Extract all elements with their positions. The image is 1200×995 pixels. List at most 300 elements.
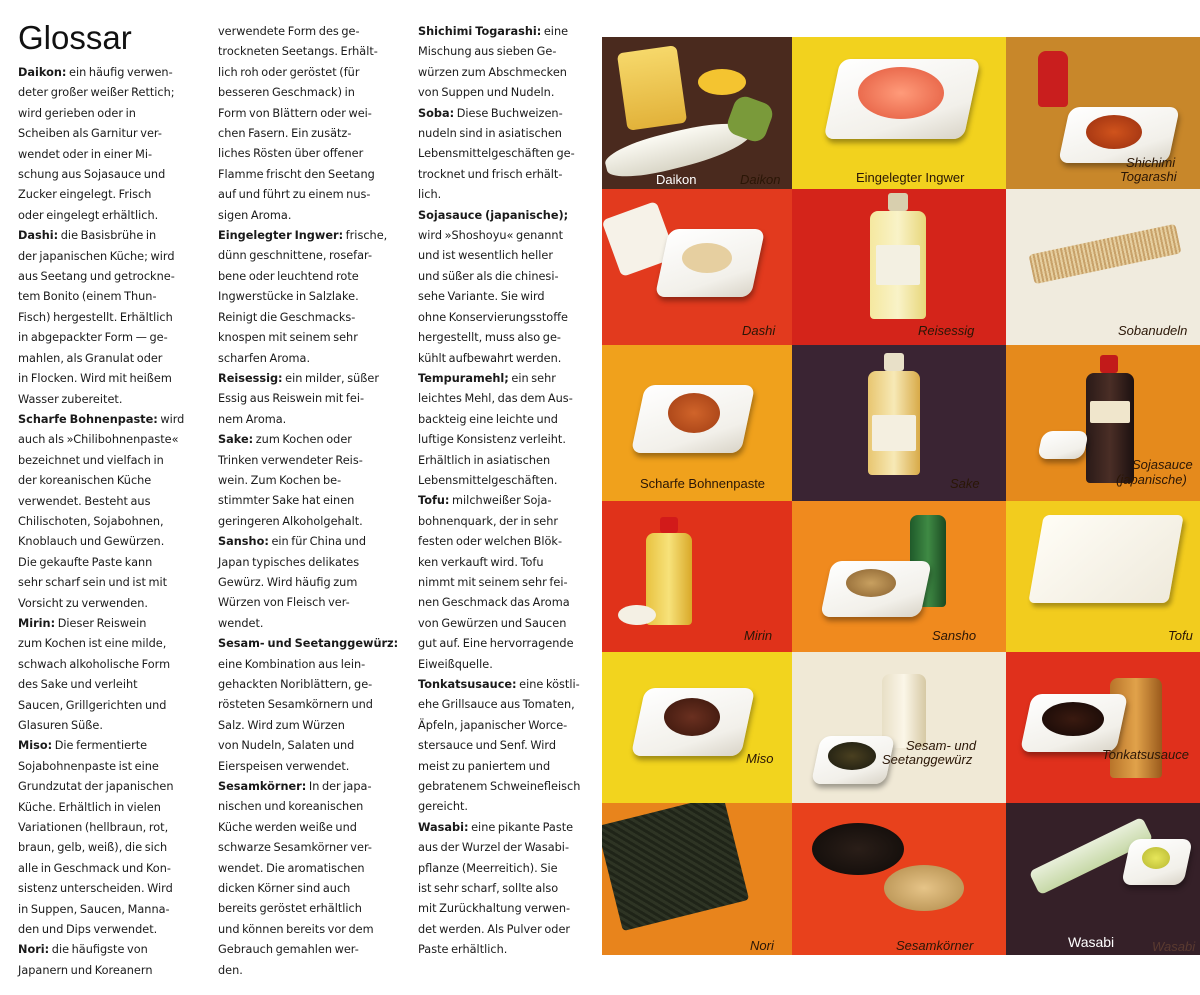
glossary-definition-text: eine pikante Paste [468, 820, 574, 834]
glossary-definition-text: festen oder welchen Blök- [418, 535, 563, 549]
glossary-entry-line [218, 471, 408, 491]
sake-label [872, 415, 916, 451]
glossary-definition-text: scharfen Aroma. [218, 351, 311, 365]
sake-cap [884, 353, 904, 371]
glossary-term: Soba: [418, 106, 455, 120]
glossary-definition-text: die Basisbrühe in [58, 229, 157, 243]
glossary-entry-line [18, 838, 196, 858]
glossary-definition-text: Küche. Erhältlich in vielen [18, 800, 161, 814]
tile-sesamkoerner [792, 803, 1006, 955]
glossary-entry [18, 940, 196, 981]
glossary-definition-text: und ist wesentlich heller [418, 249, 553, 263]
glossary-definition-text: trocknet und frisch erhält- [418, 167, 563, 181]
glossary-entry-line [18, 247, 196, 267]
glossary-entry-line [418, 471, 590, 491]
glossary-entry-line [218, 736, 408, 756]
reisessig-label [876, 245, 920, 285]
glossary-term: Mirin: [18, 616, 56, 630]
glossary-definition-text: det werden. Als Pulver oder [418, 922, 571, 936]
glossary-term: Scharfe Bohnenpaste: [18, 412, 158, 426]
plate-sojasauce [1037, 431, 1089, 459]
glossary-definition-text: wendet. [218, 616, 264, 630]
glossary-entry-line [218, 144, 408, 164]
glossary-entry-line [18, 900, 196, 920]
glossary-definition-text: Erhältlich in asiatischen [418, 453, 551, 467]
glossary-entry-line [218, 899, 408, 919]
tile-tonkatsusauce [1006, 652, 1200, 803]
glossary-definition-text: Form von Blättern oder wei- [218, 106, 372, 120]
glossary-definition-text: liches Rösten über offener [218, 147, 364, 161]
glossary-definition-text: gebratenem Schweinefleisch [418, 780, 581, 794]
wasabi-paste [1142, 847, 1170, 869]
glossary-definition-text: Die fermentierte [52, 739, 148, 753]
glossary-definition-text: tem Bonito (einem Thun- [18, 290, 157, 304]
tile-label-dashi: Dashi [742, 323, 776, 338]
glossary-entry-line [218, 349, 408, 369]
glossary-definition-text: Gebrauch gemahlen wer- [218, 943, 359, 957]
glossary-definition-text: den und Dips verwendet. [18, 923, 158, 937]
glossary-definition-text: Glasuren Süße. [18, 719, 103, 732]
glossary-definition-text: kühlt aufbewahrt werden. [418, 351, 562, 365]
glossary-definition-text: bohnenquark, der in sehr [418, 514, 559, 528]
glossary-term: Sojasauce (japanische); [418, 208, 569, 222]
glossary-definition-text: ein für China und [268, 535, 367, 549]
glossary-definition-text: gehackten Noriblättern, ge- [218, 678, 373, 691]
glossary-entry-line [418, 369, 590, 389]
tile-mirin [602, 501, 792, 652]
glossary-definition-text: lich roh oder geröstet (für [218, 65, 360, 79]
glossary-definition-text: rösteten Sesamkörnern und [218, 698, 373, 712]
glossary-entry-line [218, 573, 408, 593]
glossary-definition-text: auf und führt zu einem nus- [218, 188, 371, 202]
glossary-entry-line [18, 634, 196, 654]
glossary-definition-text: besseren Geschmack) in [218, 86, 355, 100]
tile-label-nori: Nori [750, 938, 774, 953]
glossary-definition-text: Variationen (hellbraun, rot, [18, 821, 169, 835]
glossary-entry-line [218, 491, 408, 511]
tile-label-sesam-2: Seetanggewürz [882, 752, 973, 767]
glossary-entry-line [218, 83, 408, 103]
glossary-entry-line [418, 532, 590, 552]
glossary-definition-text: gereicht. [418, 800, 468, 814]
glossary-definition-text: schwarze Sesamkörner ver- [218, 841, 372, 855]
glossary-definition-text: ohne Konservierungsstoffe [418, 310, 568, 324]
glossary-entry [218, 369, 408, 430]
glossary-term: Miso: [18, 739, 53, 753]
glossary-entry-line [18, 83, 196, 103]
tile-wasabi [1006, 803, 1200, 955]
glossary-term: Sesam- und Seetanggewürz: [218, 637, 399, 651]
glossary-entry-line [418, 267, 590, 287]
glossary-definition-text: der koreanischen Küche [18, 474, 152, 488]
soba-noodles [1029, 224, 1182, 285]
tile-sesam-seetanggewuerz [792, 652, 1006, 803]
glossary-entry-line [18, 410, 196, 430]
glossary-entry-line [18, 961, 196, 981]
glossary-entry-line [218, 185, 408, 205]
glossary-definition-text: wird [157, 412, 185, 426]
glossary-entry-line [218, 797, 408, 817]
glossary-definition-text: von Nudeln, Salaten und [218, 739, 355, 753]
glossary-entry-line [218, 777, 408, 797]
glossary-entry-line [18, 696, 196, 716]
mirin-dish [618, 605, 656, 625]
glossary-entry-line [18, 818, 196, 838]
glossary-entry-line [218, 451, 408, 471]
glossary-definition-text: ein milder, süßer [282, 371, 379, 385]
glossary-entry-line [418, 675, 590, 695]
glossary-definition-text: Lebensmittelgeschäften ge- [418, 147, 575, 161]
glossary-definition-text: Flamme frischt den Seetang [218, 167, 375, 181]
glossary-definition-text: lich. [418, 188, 442, 202]
glossary-term: Eingelegter Ingwer: [218, 229, 344, 243]
glossary-column-3 [418, 22, 590, 961]
glossary-definition-text: deter großer weißer Rettich; [18, 86, 175, 100]
glossary-entry-line [218, 532, 408, 552]
mirin-cap [660, 517, 678, 533]
glossary-term: Tofu: [418, 494, 450, 508]
glossary-definition-text: Dieser Reiswein [55, 616, 147, 630]
glossary-entry-line [18, 573, 196, 593]
glossary-entry-line [18, 369, 196, 389]
glossary-entry-line [418, 573, 590, 593]
glossary-definition-text: Die gekaufte Paste kann [18, 555, 153, 569]
glossary-term: Wasabi: [418, 820, 469, 834]
glossary-definition-text: trockneten Seetangs. Erhält- [218, 45, 378, 59]
glossary-entry-line [18, 716, 196, 736]
glossary-entry-line [418, 410, 590, 430]
glossary-entry [418, 22, 590, 104]
glossary-definition-text: mit Zurückhaltung verwen- [418, 902, 571, 916]
glossary-entry [18, 410, 196, 614]
dashi-granules [682, 243, 732, 273]
glossary-entry-line [418, 246, 590, 266]
glossary-definition-text: alle in Geschmack und Kon- [18, 861, 171, 875]
glossary-entry-line [18, 532, 196, 552]
glossary-column-2 [218, 22, 408, 981]
glossary-term: Tonkatsusauce: [418, 678, 517, 691]
glossary-entry-line [418, 389, 590, 409]
glossary-definition-text: verwendet. Besteht aus [18, 494, 151, 508]
glossary-definition-text: sehe Variante. Sie wird [418, 290, 545, 304]
tile-scharfe-bohnenpaste [602, 345, 792, 501]
glossary-column-1 [18, 63, 196, 981]
glossary-entry-line [18, 145, 196, 165]
glossary-definition-text: nem Aroma. [218, 412, 287, 426]
glossary-entry [218, 430, 408, 532]
glossary-entry-line [218, 430, 408, 450]
glossary-entry-line [418, 777, 590, 797]
glossary-entry-line [18, 328, 196, 348]
glossary-entry-line [418, 287, 590, 307]
tile-label-sake: Sake [950, 476, 980, 491]
glossary-definition-text: ken verkauft wird. Tofu [418, 555, 544, 569]
tile-label-wasabi-1: Wasabi [1068, 934, 1115, 950]
glossary-definition-text: pflanze (Meerreitich). Sie [418, 861, 558, 875]
glossary-entry-line [418, 838, 590, 858]
glossary-entry-line [18, 920, 196, 940]
glossary-entry-line [218, 267, 408, 287]
glossary-entry-line [218, 838, 408, 858]
glossary-entry-line [418, 451, 590, 471]
glossary-entry [218, 634, 408, 777]
glossary-definition-text: nen Geschmack das Aroma [418, 596, 570, 610]
glossary-definition-text: Essig aus Reiswein mit fei- [218, 392, 365, 406]
glossary-term: Daikon: [18, 66, 67, 79]
glossary-definition-text: zum Kochen ist eine milde, [18, 637, 167, 651]
glossary-entry-line [418, 593, 590, 613]
glossary-definition-text: dicken Körner sind auch [218, 882, 351, 896]
glossary-entry-line [18, 553, 196, 573]
glossary-entry-line [18, 124, 196, 144]
glossary-entry-line [18, 614, 196, 634]
tile-label-ingwer: Eingelegter Ingwer [856, 170, 965, 185]
glossary-entry-line [418, 144, 590, 164]
tile-label-mirin: Mirin [744, 628, 773, 643]
glossary-entry-line [218, 63, 408, 83]
miso-paste [664, 698, 720, 736]
glossary-entry [218, 777, 408, 981]
tile-label-daikon-1: Daikon [656, 172, 697, 187]
glossary-definition-text: verwendete Form des ge- [218, 25, 360, 38]
glossary-entry-line [218, 553, 408, 573]
glossary-definition-text: stersauce und Senf. Wird [418, 739, 557, 753]
glossary-entry-line [218, 42, 408, 62]
glossary-definition-text: und können bereits vor dem [218, 922, 374, 936]
tile-label-sojasauce-2: (japanische) [1116, 472, 1187, 487]
glossary-entry-line [418, 512, 590, 532]
glossary-definition-text: braun, gelb, weiß), die sich [18, 841, 168, 855]
glossary-definition-text: des Sake und verleiht [18, 678, 138, 692]
glossary-entry [418, 104, 590, 206]
glossary-definition-text: wendet. Die aromatischen [218, 861, 365, 875]
glossary-entry-line [418, 328, 590, 348]
glossary-entry-line [418, 124, 590, 144]
glossary-term: Nori: [18, 943, 50, 957]
glossary-entry-line [218, 675, 408, 695]
glossary-entry-line [18, 859, 196, 879]
tile-label-sobanudeln: Sobanudeln [1118, 323, 1188, 338]
glossary-definition-text: den. [218, 963, 243, 977]
glossary-entry-line [418, 695, 590, 715]
shichimi-spice [1086, 115, 1142, 149]
nori-sheets [602, 803, 749, 931]
glossary-entry-line [18, 349, 196, 369]
glossary-entry-line [218, 757, 408, 777]
glossary-definition-text: stimmter Sake hat einen [218, 494, 355, 508]
glossary-term: Sansho: [218, 535, 269, 549]
glossary-definition-text: Japan typisches delikates [218, 555, 360, 569]
glossary-definition-text: Saucen, Grillgerichten und [18, 698, 167, 712]
glossary-entry [418, 491, 590, 675]
glossary-definition-text: in Flocken. Wird mit heißem [18, 372, 172, 386]
glossary-entry-line [418, 63, 590, 83]
glossary-definition-text: Zucker eingelegt. Frisch [18, 188, 152, 202]
glossary-definition-text: gut auf. Eine hervorragende [418, 637, 574, 651]
glossary-entry [418, 818, 590, 961]
glossary-entry-line [218, 287, 408, 307]
glossary-definition-text: in abgepackter Form — ge- [18, 331, 168, 345]
glossary-definition-text: nudeln sind in asiatischen [418, 127, 562, 141]
tile-sake [792, 345, 1006, 501]
glossary-definition-text: bezeichnet und vielfach in [18, 453, 164, 467]
glossary-definition-text: Reinigt die Geschmacks- [218, 310, 356, 324]
glossary-definition-text: eine Kombination aus lein- [218, 657, 366, 671]
glossary-definition-text: dünn geschnittene, rosefar- [218, 249, 373, 263]
glossary-entry-line [418, 818, 590, 838]
glossary-entry-line [218, 634, 408, 654]
tile-eingelegter-ingwer [792, 37, 1006, 189]
glossary-definition-text: wendet oder in einer Mi- [18, 147, 153, 161]
glossary-term: Shichimi Togarashi: [418, 25, 542, 38]
glossary-entry-line [418, 491, 590, 511]
glossary-definition-text: Wasser zubereitet. [18, 392, 123, 406]
tile-label-sesam-1: Sesam- und [906, 738, 977, 753]
glossary-entry [418, 675, 590, 818]
tile-nori [602, 803, 792, 955]
glossary-definition-text: Knoblauch und Gewürzen. [18, 535, 165, 549]
tile-sobanudeln [1006, 189, 1200, 345]
glossary-entry-line [418, 940, 590, 960]
tonkatsu-sauce [1042, 702, 1104, 736]
glossary-entry-line [418, 104, 590, 124]
glossary-definition-text: Grundzutat der japanischen [18, 780, 174, 794]
glossary-definition-text: Äpfeln, japanischer Worce- [418, 718, 568, 732]
glossary-definition-text: ist sehr scharf, sollte also [418, 882, 559, 896]
glossary-definition-text: luftige Konsistenz verleiht. [418, 433, 566, 447]
glossary-definition-text: auch als »Chilibohnenpaste« [18, 433, 179, 447]
glossary-entry-line [18, 736, 196, 756]
tile-daikon [602, 37, 792, 189]
ingredient-photo-grid [602, 37, 1200, 955]
glossary-entry-line [218, 226, 408, 246]
glossary-term: Tempuramehl; [418, 371, 509, 385]
black-sesame [812, 823, 904, 875]
glossary-entry-line [18, 777, 196, 797]
glossary-entry-line [418, 206, 590, 226]
glossary-definition-text: bene oder leuchtend rote [218, 269, 359, 283]
glossary-entry-line [218, 104, 408, 124]
glossary-entry [218, 532, 408, 634]
tile-sojasauce [1006, 345, 1200, 501]
glossary-definition-text: die häufigste von [49, 943, 148, 957]
tile-label-shichimi-2: Togarashi [1120, 169, 1177, 184]
tile-label-bohnenpaste: Scharfe Bohnenpaste [640, 476, 766, 491]
glossary-definition-text: ein häufig verwen- [66, 66, 173, 79]
sojasauce-cap [1100, 355, 1118, 373]
tile-shichimi-togarashi [1006, 37, 1200, 189]
glossary-term: Sake: [218, 433, 254, 447]
glossary-entry-line [18, 104, 196, 124]
glossary-definition-text: sistenz unterscheiden. Wird [18, 882, 173, 896]
tile-label-sojasauce-1: Sojasauce [1132, 457, 1193, 472]
glossary-entry-line [218, 920, 408, 940]
glossary-entry-line [218, 655, 408, 675]
glossary-definition-text: sigen Aroma. [218, 208, 292, 222]
sojasauce-label [1090, 401, 1130, 423]
glossary-entry-line [418, 736, 590, 756]
glossary-definition-text: aus Seetang und getrockne- [18, 270, 175, 284]
glossary-entry [418, 206, 590, 369]
glossary-definition-text: Küche werden weiße und [218, 820, 357, 834]
sojasauce-bottle [1086, 373, 1134, 483]
glossary-entry [18, 614, 196, 736]
glossary-entry-line [418, 22, 590, 42]
glossary-term: Sesamkörner: [218, 780, 307, 794]
glossary-entry-line [418, 899, 590, 919]
glossary-definition-text: Trinken verwendeter Reis- [218, 453, 363, 467]
glossary-definition-text: bereits geröstet erhältlich [218, 902, 362, 916]
glossary-entry-line [418, 920, 590, 940]
tofu-block [1028, 515, 1184, 603]
glossary-definition-text: Chilischoten, Sojabohnen, [18, 514, 164, 528]
glossary-entry [18, 736, 196, 940]
glossary-definition-text: Gewürz. Wird häufig zum [218, 575, 358, 589]
glossary-entry-line [418, 614, 590, 634]
glossary-entry-line [218, 328, 408, 348]
glossary-definition-text: Eiweißquelle. [418, 657, 493, 671]
glossary-entry-line [18, 308, 196, 328]
glossary-definition-text: der japanischen Küche; wird [18, 249, 175, 263]
glossary-definition-text: wird gerieben oder in [18, 106, 136, 120]
sansho-spice [846, 569, 896, 597]
glossary-definition-text: würzen zum Abschmecken [418, 65, 567, 79]
glossary-entry-line [18, 451, 196, 471]
glossary-definition-text: aus der Wurzel der Wasabi- [418, 841, 570, 855]
glossary-entry-line [18, 492, 196, 512]
tile-dashi [602, 189, 792, 345]
glossary-entry-line [418, 797, 590, 817]
glossary-entry-line [18, 226, 196, 246]
glossary-entry-line [218, 165, 408, 185]
glossary-entry-line [418, 553, 590, 573]
tile-sansho [792, 501, 1006, 652]
glossary-definition-text: Lebensmittelgeschäften. [418, 473, 558, 487]
tile-label-shichimi-1: Shichimi [1126, 155, 1176, 170]
glossary-definition-text: chen Fasern. Ein zusätz- [218, 127, 352, 141]
glossary-definition-text: milchweißer Soja- [449, 494, 552, 508]
glossary-definition-text: nimmt mit seinem sehr fei- [418, 575, 568, 589]
glossary-entry-line [418, 757, 590, 777]
tile-label-tonkatsu: Tonkatsusauce [1102, 747, 1189, 762]
tile-label-sesamkoerner: Sesamkörner [896, 938, 974, 953]
glossary-definition-text: eine [541, 25, 569, 38]
glossary-definition-text: Fisch) hergestellt. Erhältlich [18, 310, 173, 324]
glossary-definition-text: in Suppen, Saucen, Manna- [18, 902, 170, 916]
glossary-definition-text: leichtes Mehl, das dem Aus- [418, 392, 573, 406]
seaweed-seasoning [828, 742, 876, 770]
glossary-entry-line [18, 798, 196, 818]
glossary-definition-text: Vorsicht zu verwenden. [18, 596, 149, 610]
glossary-entry-line [18, 185, 196, 205]
glossary-entry-line [218, 246, 408, 266]
glossary-entry-line [418, 226, 590, 246]
glossary-entry-line [418, 83, 590, 103]
tile-label-sansho: Sansho [932, 628, 977, 643]
glossary-entry-line [18, 675, 196, 695]
spice-jar [1038, 51, 1068, 107]
glossary-definition-text: ein sehr [508, 371, 556, 385]
glossary-definition-text: Paste erhältlich. [418, 943, 508, 957]
glossary-entry-line [218, 206, 408, 226]
glossary-definition-text: frische, [343, 229, 388, 243]
glossary-entry-line [218, 695, 408, 715]
glossary-entry-line [218, 940, 408, 960]
glossary-entry-line [18, 512, 196, 532]
glossary-entry-line [418, 879, 590, 899]
glossary-entry-line [218, 879, 408, 899]
glossary-entry-line [18, 165, 196, 185]
